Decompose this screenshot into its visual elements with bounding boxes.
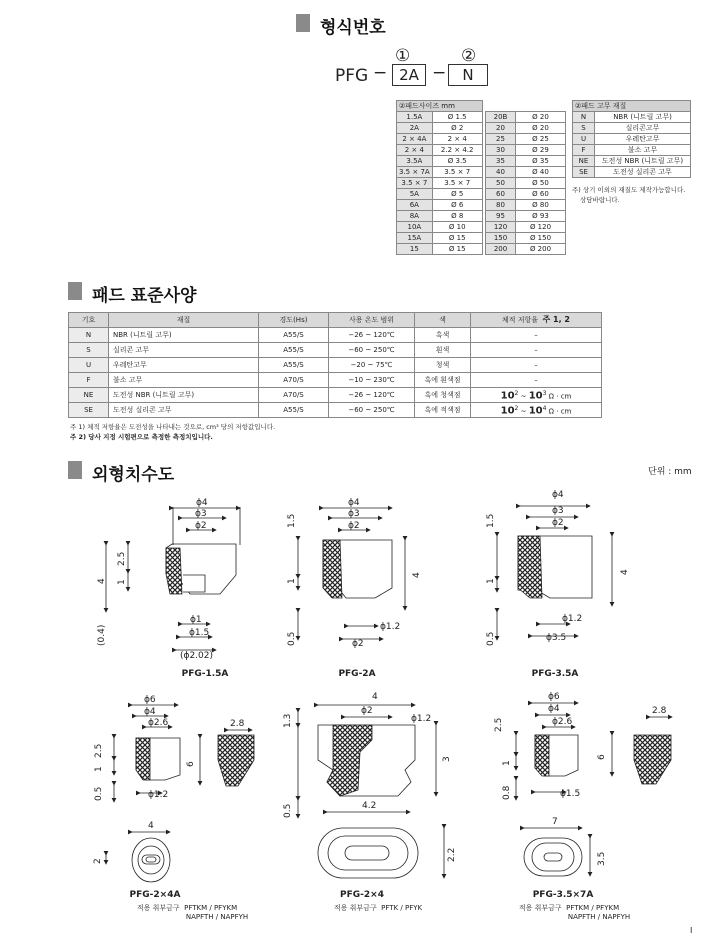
resist-unit: Ω · cm [546,407,572,416]
pfg15a-h4: 4 [97,578,107,584]
spec-hardness: A55/S [259,343,329,358]
pfg24-h05: 0.5 [283,803,293,818]
spec-temp: −26 ~ 120℃ [329,328,415,343]
pfg2a-h15: 1.5 [287,513,297,528]
pfg357a-h08: 0.8 [502,785,512,800]
size-value: Ø 3.5 [432,156,482,167]
apply-line1: PFTK / PFYK [381,904,423,912]
size-code: 6A [397,200,433,211]
size-value: 2.2 × 4.2 [432,145,482,156]
size-table-header: ②패드사이즈 mm [397,101,483,112]
size-value: Ø 93 [516,211,566,222]
apply-pfg-2x4 [318,904,438,913]
caption-pfg-1-5a: PFG-1.5A [181,669,229,679]
model-dash-1: − [373,63,388,83]
rubber-note-1: 주) 상기 이외의 재질도 제작가능합니다. [572,186,686,194]
pfg24a-b12: ϕ1.2 [148,790,169,800]
rubber-note-2: 상담바랍니다. [580,196,620,204]
size-code: 2A [397,123,433,134]
pfg24-w4: 4 [372,692,378,702]
spec-temp: −10 ~ 230℃ [329,373,415,388]
pfg357a-h1: 1 [502,760,512,766]
pfg357a-d26: ϕ2.6 [552,717,573,727]
size-value: Ø 5 [432,189,482,200]
pfg357a-b15: ϕ1.5 [560,789,581,799]
size-value: 2 × 4 [432,134,482,145]
model-prefix: PFG [335,66,369,86]
rubber-material: 불소 고무 [595,145,691,156]
rubber-code: SE [573,167,595,178]
caption-pfg-2x4a: PFG-2×4A [129,890,181,900]
size-value: Ø 20 [516,123,566,134]
pfg2a-d4: ϕ4 [348,498,360,508]
resist-base: 10 [500,405,515,417]
resist-base: 10 [528,405,543,417]
dim-unit: 단위 : mm [648,467,692,477]
size-value: Ø 15 [432,233,482,244]
rubber-code: NE [573,156,595,167]
pfg357a-d4: ϕ4 [548,704,560,714]
size-code: 120 [486,222,516,233]
rubber-material: 실리콘고무 [595,123,691,134]
pfg24a-d6: ϕ6 [144,695,156,705]
apply-line1: PFTKM / PFYKM [566,904,620,912]
spec-code: N [69,328,109,343]
spec-temp: −26 ~ 120℃ [329,388,415,403]
spec-hardness: A70/S [259,388,329,403]
drawing-pfg-2x4 [298,705,444,878]
pfg24-h22: 2.2 [447,847,457,862]
pfg15a-b15: ϕ1.5 [189,628,210,638]
pfg24a-h6: 6 [186,761,196,767]
size-code: 3.5 × 7A [397,167,433,178]
size-value: Ø 80 [516,200,566,211]
spec-note-1: 주 1) 체적 저항율은 도전성을 나타내는 것으로, cm³ 당의 저항값입니다. [70,423,276,431]
size-value: Ø 200 [516,244,566,255]
rubber-code: S [573,123,595,134]
section-title-model: 형식번호 [320,18,386,38]
size-value: Ø 29 [516,145,566,156]
pfg357a-top35: 3.5 [597,851,607,866]
resist-exp: 2 [514,404,519,412]
spec-header-hardness: 경도(Hs) [259,313,329,328]
pfg15a-b1: ϕ1 [190,615,202,625]
size-value: Ø 8 [432,211,482,222]
circle-number-2: ② [461,46,477,66]
spec-temp: −20 ~ 75℃ [329,358,415,373]
pfg24-h3: 3 [442,756,452,762]
drawing-pfg-1-5a [106,507,240,650]
spec-note-2: 주 2) 당사 지정 시험편으로 측정한 측정치입니다. [70,433,213,441]
size-value: Ø 40 [516,167,566,178]
spec-code: S [69,343,109,358]
spec-resist: – [471,343,602,358]
apply-pfg-3-5x7a [494,904,644,922]
spec-resist: – [471,328,602,343]
spec-code: SE [69,403,109,418]
resist-base: 10 [500,390,515,402]
spec-resist: – [471,373,602,388]
size-code: 20B [486,112,516,123]
pfg35a-h15: 1.5 [486,513,496,528]
resist-base: 10 [528,390,543,402]
rubber-code: U [573,134,595,145]
pfg357a-side: 2.8 [652,706,667,716]
size-value: Ø 1.5 [432,112,482,123]
pfg35a-d4: ϕ4 [552,490,564,500]
circle-number-1: ① [395,46,411,66]
pfg24-d12: ϕ1.2 [411,714,432,724]
size-value: Ø 35 [516,156,566,167]
pfg35a-b12: ϕ1.2 [562,614,583,624]
apply-line2: NAPFTH / NAPFYH [567,913,631,921]
pfg2a-d2: ϕ2 [348,521,360,531]
spec-color: 흰색 [415,343,471,358]
size-code: 1.5A [397,112,433,123]
spec-material: 도전성 NBR (니트릴 고무) [109,388,259,403]
pfg35a-h1: 1 [486,578,496,584]
side-view [218,735,254,786]
pfg24a-side: 2.8 [230,719,245,729]
spec-material: NBR (니트릴 고무) [109,328,259,343]
spec-header-color: 색 [415,313,471,328]
pfg35a-d2: ϕ2 [552,518,564,528]
page-mark: I [690,926,693,935]
size-code: 3.5 × 7 [397,178,433,189]
spec-code: NE [69,388,109,403]
pfg2a-h4: 4 [412,572,422,578]
size-code: 20 [486,123,516,134]
pfg357a-h25: 2.5 [494,717,504,732]
pfg24a-top4: 4 [148,821,154,831]
apply-pfg-2x4a [112,904,262,922]
drawings-group [93,490,672,882]
spec-code: F [69,373,109,388]
rubber-code: F [573,145,595,156]
pfg24a-top2: 2 [93,858,103,864]
spec-header-resist-label: 체적 저항율 [502,316,539,324]
size-code: 80 [486,200,516,211]
rubber-material: NBR (니트릴 고무) [595,112,691,123]
pfg357a-h6: 6 [597,754,607,760]
spec-hardness: A70/S [259,373,329,388]
spec-color: 흑에 청색점 [415,388,471,403]
size-value: Ø 60 [516,189,566,200]
size-value: Ø 10 [432,222,482,233]
pfg35a-h4: 4 [620,569,630,575]
model-box-size: 2A [392,64,426,86]
size-code: 95 [486,211,516,222]
pfg35a-d3: ϕ3 [552,506,564,516]
pfg357a-d6: ϕ6 [548,692,560,702]
spec-hardness: A55/S [259,403,329,418]
size-code: 3.5A [397,156,433,167]
pfg24a-d4: ϕ4 [144,707,156,717]
pfg24-h13: 1.3 [283,713,293,728]
caption-pfg-2a: PFG-2A [338,669,376,679]
section-title-spec: 패드 표준사양 [92,286,197,306]
size-code: 200 [486,244,516,255]
resist-sep: ~ [518,407,529,416]
pfg15a-d3: ϕ3 [195,509,207,519]
spec-color: 흑색 [415,328,471,343]
spec-material: 불소 고무 [109,373,259,388]
pfg35a-h05: 0.5 [486,631,496,646]
size-value: Ø 50 [516,178,566,189]
apply-label: 적용 취부금구 [333,904,377,912]
rubber-table-header: ②패드 고무 재질 [573,101,691,112]
rubber-material: 도전성 NBR (니트릴 고무) [595,156,691,167]
pfg15a-h25: 2.5 [117,551,127,566]
size-code: 60 [486,189,516,200]
caption-pfg-2x4: PFG-2×4 [340,890,384,900]
drawing-pfg-2x4a [106,705,254,882]
size-code: 25 [486,134,516,145]
size-code: 50 [486,178,516,189]
size-value: Ø 6 [432,200,482,211]
hatch-section [535,735,549,776]
spec-header-code: 기호 [69,313,109,328]
pfg2a-b12: ϕ1.2 [380,622,401,632]
resist-exp: 3 [542,389,547,397]
apply-line1: PFTKM / PFYKM [184,904,238,912]
pfg35a-b35: ϕ3.5 [546,633,567,643]
size-code: 15 [397,244,433,255]
spec-material: 도전성 실리콘 고무 [109,403,259,418]
hatch-section [518,536,542,598]
hatch-section [323,540,342,598]
size-code: 2 × 4A [397,134,433,145]
spec-hardness: A55/S [259,358,329,373]
pfg24-w42: 4.2 [362,801,377,811]
spec-temp: −60 ~ 250℃ [329,403,415,418]
spec-hardness: A55/S [259,328,329,343]
resist-exp: 2 [514,389,519,397]
caption-pfg-3-5a: PFG-3.5A [531,669,579,679]
spec-header-temp: 사용 온도 범위 [329,313,415,328]
size-value: Ø 25 [516,134,566,145]
spec-header-resist-note: 주 1, 2 [542,315,570,324]
size-code: 15A [397,233,433,244]
size-value: Ø 2 [432,123,482,134]
size-value: Ø 15 [432,244,482,255]
pfg24a-h1: 1 [94,766,104,772]
drawing-pfg-3-5x7a [516,703,672,876]
size-code: 150 [486,233,516,244]
spec-color: 흑에 적색점 [415,403,471,418]
size-code: 35 [486,156,516,167]
pfg15a-h1: 1 [117,579,127,585]
rubber-material: 도전성 실리콘 고무 [595,167,691,178]
resist-exp: 4 [542,404,547,412]
pfg15a-d4: ϕ4 [196,498,208,508]
spec-material: 우레탄고무 [109,358,259,373]
size-code: 40 [486,167,516,178]
model-dash-2: − [432,63,447,83]
pfg15a-d2: ϕ2 [195,521,207,531]
spec-temp: −60 ~ 250℃ [329,343,415,358]
section-title-dim: 외형치수도 [92,465,175,485]
rubber-code: N [573,112,595,123]
size-value: Ø 150 [516,233,566,244]
spec-resist: – [471,358,602,373]
caption-pfg-3-5x7a: PFG-3.5×7A [532,890,594,900]
apply-label: 적용 취부금구 [136,904,180,912]
model-box-rubber: N [448,64,488,86]
apply-label: 적용 취부금구 [518,904,562,912]
size-value: 3.5 × 7 [432,167,482,178]
size-value: Ø 20 [516,112,566,123]
pfg15a-h04: (0.4) [97,624,107,646]
spec-color: 청색 [415,358,471,373]
spec-code: U [69,358,109,373]
size-code: 30 [486,145,516,156]
pfg2a-b2: ϕ2 [352,639,364,649]
resist-unit: Ω · cm [546,392,572,401]
pfg15a-b202: (ϕ2.02) [180,651,213,661]
pfg24a-h25: 2.5 [94,743,104,758]
size-code: 10A [397,222,433,233]
size-code: 8A [397,211,433,222]
pfg2a-h1: 1 [287,578,297,584]
pfg24a-h05: 0.5 [94,786,104,801]
side-view [634,735,671,784]
rubber-material: 우레탄고무 [595,134,691,145]
pfg24a-d26: ϕ2.6 [148,718,169,728]
pfg2a-h05: 0.5 [287,631,297,646]
spec-header-material: 재질 [109,313,259,328]
size-value: Ø 120 [516,222,566,233]
pfg24-d2: ϕ2 [361,706,373,716]
size-code: 5A [397,189,433,200]
hatch-section [166,548,182,594]
size-value: 3.5 × 7 [432,178,482,189]
spec-color: 흑에 흰색점 [415,373,471,388]
pfg357a-top7: 7 [552,817,558,827]
size-code: 2 × 4 [397,145,433,156]
pfg2a-d3: ϕ3 [348,509,360,519]
spec-material: 실리콘 고무 [109,343,259,358]
apply-line2: NAPFTH / NAPFYH [185,913,249,921]
hatch-section [136,738,150,780]
resist-sep: ~ [518,392,529,401]
